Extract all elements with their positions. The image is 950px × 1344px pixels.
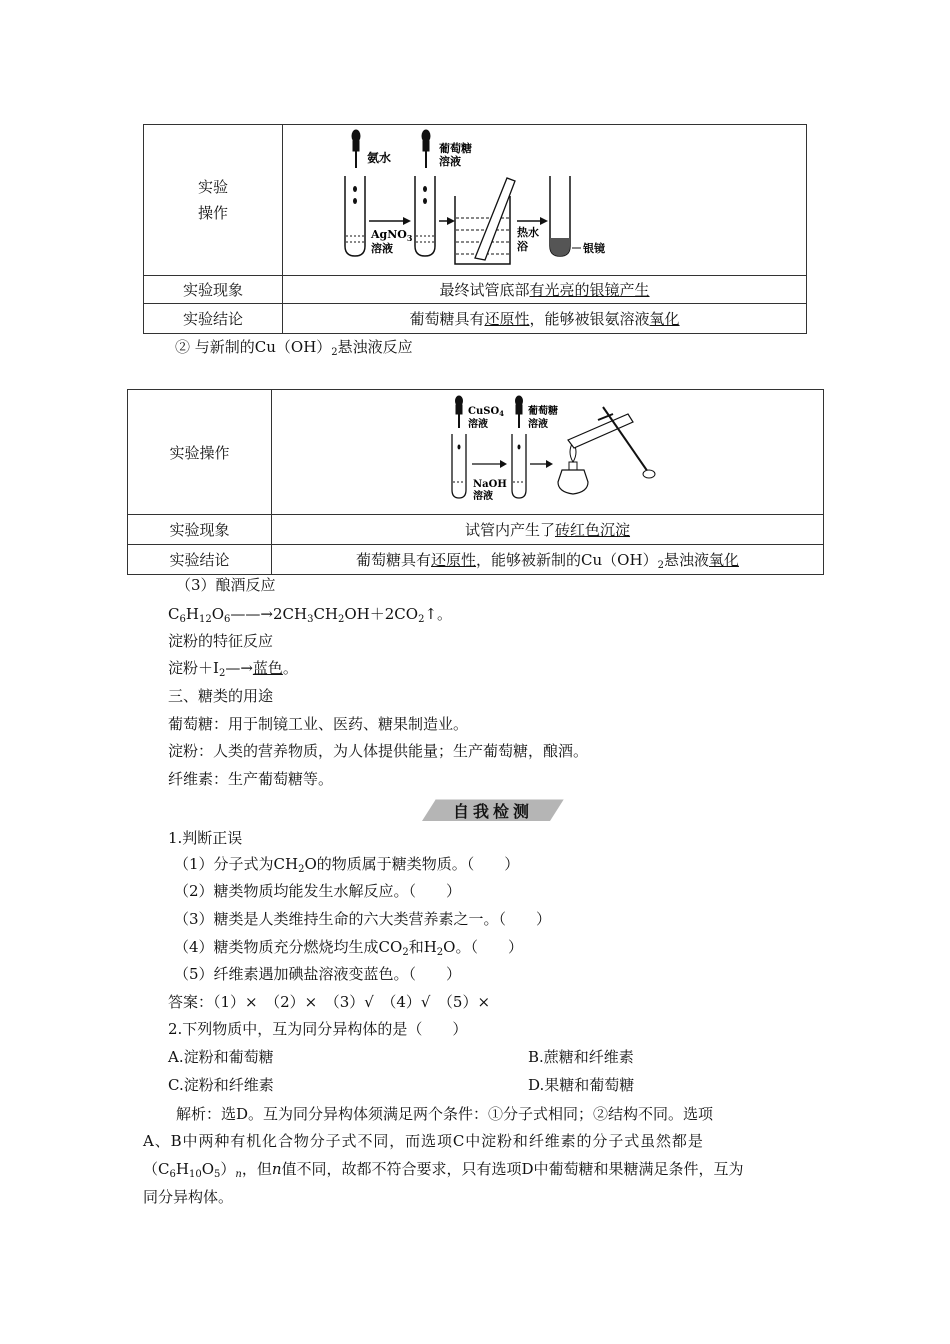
- phenomenon-label: 实验现象: [144, 276, 283, 304]
- silver-mirror-label: 银镜: [582, 242, 605, 255]
- agno3-solution-label: 溶液: [370, 242, 393, 255]
- q1-answer: 答案：（1）× （2）× （3）√ （4）√ （5）×: [168, 993, 491, 1011]
- naoh-solution-label: 溶液: [472, 491, 493, 502]
- q2-option-a: A.淀粉和葡萄糖: [168, 1048, 274, 1066]
- hot-water-label: 热水: [516, 226, 539, 239]
- uses-starch: 淀粉：人类的营养物质，为人体提供能量；生产葡萄糖，酿酒。: [168, 742, 589, 760]
- test-tube-b: [512, 434, 526, 498]
- q2-option-d: D.果糖和葡萄糖: [528, 1076, 635, 1094]
- operation-label-cell: 实验 操作: [144, 125, 283, 276]
- q1-title: 1.判断正误: [168, 829, 243, 847]
- glucose-label: 葡萄糖: [438, 142, 472, 155]
- naoh-label: NaOH: [472, 479, 507, 490]
- explanation-line-2: A、B中两种有机化合物分子式不同，而选项C中淀粉和纤维素的分子式虽然都是: [143, 1132, 704, 1150]
- glucose-label: 葡萄糖: [527, 406, 558, 417]
- uses-heading: 三、糖类的用途: [168, 687, 274, 705]
- explanation-line-4: 同分异构体。: [143, 1188, 234, 1206]
- ammonia-label: 氨水: [366, 151, 391, 165]
- explanation-line-3: $(C_6H_{10}O_5)_n$，但n值不同，故都不符合要求，只有选项D中葡萄糖和果糖满足条件，互为: [143, 1160, 744, 1180]
- q1-item-1: （1）分子式为$CH_2O$的物质属于糖类物质。（ ）: [174, 855, 520, 875]
- self-check-banner: [422, 797, 564, 823]
- starch-reaction-title: 淀粉的特征反应: [168, 632, 274, 650]
- dropper-glucose: [422, 130, 430, 168]
- conclusion-text: 葡萄糖具有还原性，能够被新制的$Cu(OH)_2$悬浊液氧化: [272, 545, 824, 575]
- q1-item-3: （3）糖类是人类维持生命的六大类营养素之一。（ ）: [174, 910, 552, 928]
- explanation-line-1: 解析：选D。互为同分异构体须满足两个条件：①分子式相同；②结构不同。选项: [176, 1105, 714, 1123]
- q2-title: 2.下列物质中，互为同分异构体的是（ ）: [168, 1020, 468, 1038]
- alcohol-lamp-heating: [558, 407, 655, 494]
- operation-figure-cell: [283, 125, 807, 276]
- fermentation-equation: $C_6H_{12}O_6——\to 2CH_3CH_2OH+2CO_2↑$。: [168, 605, 453, 625]
- q1-item-5: （5）纤维素遇加碘盐溶液变蓝色。（ ）: [174, 965, 462, 983]
- hot-water-bath-label: 浴: [516, 240, 528, 253]
- conclusion-label: 实验结论: [144, 304, 283, 334]
- self-check-title: 自我检测: [452, 802, 533, 821]
- starch-iodine-reaction: 淀粉$+I_2—\to$蓝色。: [168, 659, 298, 679]
- conclusion-text: 葡萄糖具有还原性，能够被银氨溶液氧化: [283, 304, 807, 334]
- cuso4-solution-label: 溶液: [467, 419, 488, 430]
- silver-mirror-apparatus-figure: [335, 126, 755, 274]
- agno3-label: AgNO$_3$: [370, 228, 412, 243]
- q1-item-4: （4）糖类物质充分燃烧均生成$CO_2$和$H_2O$。（ ）: [174, 938, 523, 958]
- experiment-table-cu-oh2: [127, 389, 824, 575]
- cu-oh2-apparatus-figure: [428, 392, 668, 512]
- q1-item-2: （2）糖类物质均能发生水解反应。（ ）: [174, 882, 462, 900]
- glucose-solution-label: 溶液: [527, 419, 548, 430]
- q2-option-c: C.淀粉和纤维素: [168, 1076, 274, 1094]
- phenomenon-label: 实验现象: [128, 515, 272, 545]
- uses-cellulose: 纤维素：生产葡萄糖等。: [168, 770, 334, 788]
- glucose-solution-label: 溶液: [438, 155, 461, 168]
- phenomenon-text: 试管内产生了砖红色沉淀: [272, 515, 824, 545]
- conclusion-label: 实验结论: [128, 545, 272, 575]
- uses-glucose: 葡萄糖：用于制镜工业、医药、糖果制造业。: [168, 715, 469, 733]
- hot-water-beaker: [455, 178, 515, 264]
- test-tube-a: [452, 434, 466, 498]
- section-fermentation: （3）酿酒反应: [176, 576, 276, 594]
- experiment-table-silver-mirror: [143, 124, 807, 334]
- phenomenon-text: 最终试管底部有光亮的银镜产生: [283, 276, 807, 304]
- dropper-ammonia: [352, 130, 360, 168]
- operation-label: 实验操作: [128, 390, 272, 515]
- q2-option-b: B.蔗糖和纤维素: [528, 1048, 634, 1066]
- cuso4-label: CuSO$_4$: [467, 406, 504, 418]
- subheading-cu-oh2: ② 与新制的$Cu(OH)_2$悬浊液反应: [175, 338, 413, 358]
- operation-figure-cell: [272, 390, 824, 515]
